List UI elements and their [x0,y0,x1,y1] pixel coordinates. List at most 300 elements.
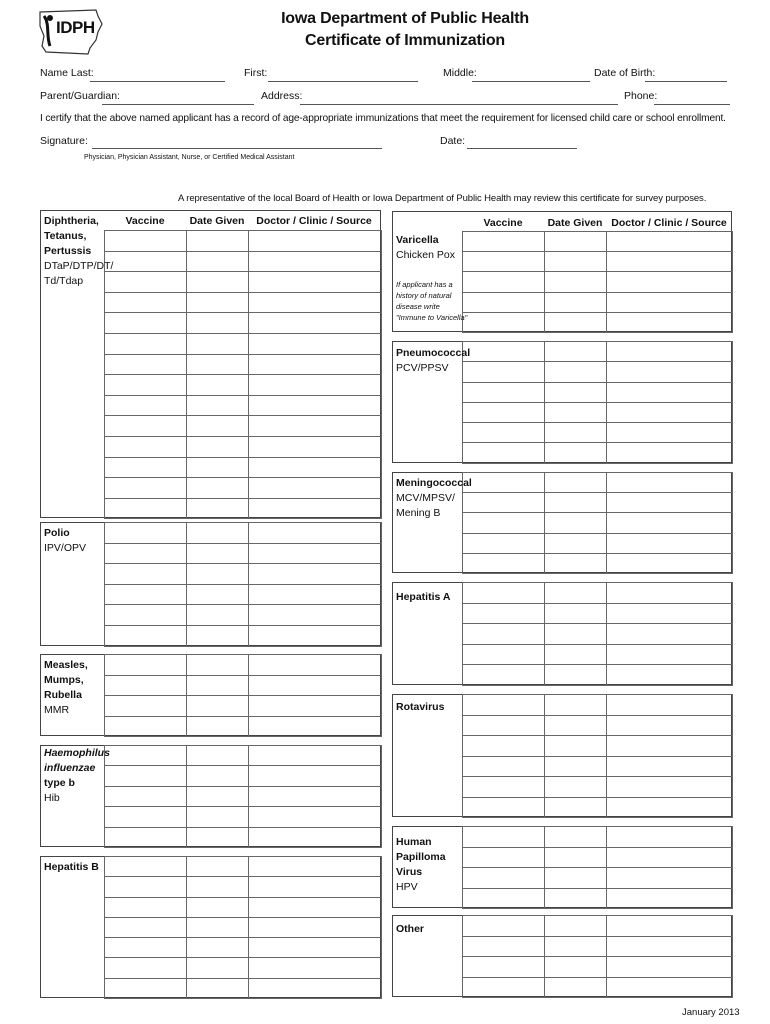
vaccine-cell[interactable] [463,715,545,736]
source-cell[interactable] [249,696,382,717]
vaccine-cell[interactable] [463,473,545,493]
source-cell[interactable] [607,868,733,889]
date-given-cell[interactable] [545,665,607,686]
date-given-cell[interactable] [187,313,249,334]
date-given-cell[interactable] [545,402,607,422]
date-given-cell[interactable] [545,624,607,645]
vaccine-cell[interactable] [105,605,187,626]
polio-grid [104,522,382,647]
date-given-cell[interactable] [545,644,607,665]
table-row [463,888,733,909]
date-given-cell[interactable] [545,583,607,604]
date-given-cell[interactable] [545,252,607,272]
vaccine-cell[interactable] [105,766,187,786]
source-cell[interactable] [607,553,733,573]
table-row [463,756,733,777]
date-given-cell[interactable] [187,786,249,806]
source-cell[interactable] [249,543,382,564]
vaccine-cell[interactable] [105,655,187,676]
vaccine-cell[interactable] [105,333,187,354]
table-row [105,877,382,897]
source-cell[interactable] [249,827,382,847]
vaccine-cell[interactable] [463,665,545,686]
source-cell[interactable] [249,584,382,605]
vaccine-cell[interactable] [105,746,187,766]
date-given-cell[interactable] [187,375,249,396]
date-given-cell[interactable] [545,756,607,777]
source-cell[interactable] [249,272,382,293]
vaccine-cell[interactable] [463,797,545,818]
date-given-cell[interactable] [545,603,607,624]
footer-date: January 2013 [682,1007,740,1018]
middle-name-field[interactable] [472,81,590,82]
date-given-cell[interactable] [187,251,249,272]
hepb-label: Hepatitis B [44,861,99,873]
source-cell[interactable] [607,232,733,252]
table-row [463,603,733,624]
date-given-cell[interactable] [187,827,249,847]
source-cell[interactable] [249,877,382,897]
source-cell[interactable] [607,797,733,818]
source-cell[interactable] [607,827,733,848]
date-given-cell[interactable] [545,936,607,957]
vaccine-cell[interactable] [463,827,545,848]
source-cell[interactable] [607,443,733,463]
table-row [463,624,733,645]
dob-field[interactable] [645,81,727,82]
date-given-cell[interactable] [187,584,249,605]
vaccine-cell[interactable] [105,877,187,897]
vaccine-cell[interactable] [105,807,187,827]
vaccine-cell[interactable] [105,543,187,564]
date-given-cell[interactable] [187,478,249,499]
date-given-cell[interactable] [187,766,249,786]
date-given-cell[interactable] [187,675,249,696]
page-subtitle: Certificate of Immunization [305,32,505,49]
source-cell[interactable] [249,655,382,676]
date-given-cell[interactable] [545,493,607,513]
col-header-vaccine-left: Vaccine [125,215,165,227]
date-given-cell[interactable] [545,312,607,332]
source-cell[interactable] [607,624,733,645]
date-given-cell[interactable] [545,423,607,443]
vaccine-cell[interactable] [463,847,545,868]
date-given-cell[interactable] [545,695,607,716]
source-cell[interactable] [607,493,733,513]
table-row [105,938,382,958]
source-cell[interactable] [249,978,382,998]
date-given-cell[interactable] [187,354,249,375]
vaccine-cell[interactable] [463,977,545,998]
pneumococcal-label: Pneumococcal PCV/PPSV [396,347,471,374]
rotavirus-label: Rotavirus [396,701,445,713]
vaccine-cell[interactable] [463,513,545,533]
vaccine-cell[interactable] [463,695,545,716]
date-given-cell[interactable] [187,917,249,937]
date-given-cell[interactable] [187,333,249,354]
other-grid [462,915,733,998]
table-row [105,333,382,354]
source-cell[interactable] [607,977,733,998]
date-given-cell[interactable] [545,916,607,937]
vaccine-cell[interactable] [463,583,545,604]
source-cell[interactable] [249,436,382,457]
table-row [463,644,733,665]
table-row [105,543,382,564]
source-cell[interactable] [249,354,382,375]
source-cell[interactable] [249,564,382,585]
source-cell[interactable] [249,746,382,766]
vaccine-cell[interactable] [105,272,187,293]
table-row [105,605,382,626]
table-row [105,675,382,696]
representative-note: A representative of the local Board of Health or Iowa Department of Public Health may review this certificate for survey purposes. [178,193,707,204]
vaccine-cell[interactable] [105,827,187,847]
vaccine-cell[interactable] [105,958,187,978]
date-given-cell[interactable] [187,857,249,877]
source-cell[interactable] [249,416,382,437]
source-cell[interactable] [607,665,733,686]
vaccine-cell[interactable] [463,443,545,463]
table-row [105,292,382,313]
signer-note: Physician, Physician Assistant, Nurse, or Certified Medical Assistant [84,154,295,161]
first-name-label: First: [244,67,268,79]
parent-label: Parent/Guardian: [40,90,120,102]
vaccine-cell[interactable] [463,272,545,292]
vaccine-cell[interactable] [105,498,187,519]
vaccine-cell[interactable] [105,354,187,375]
source-cell[interactable] [249,716,382,737]
table-row [463,583,733,604]
table-row [463,736,733,757]
source-cell[interactable] [607,936,733,957]
col-header-vaccine-right: Vaccine [483,217,523,229]
source-cell[interactable] [607,402,733,422]
source-cell[interactable] [249,251,382,272]
vaccine-cell[interactable] [463,644,545,665]
table-row [463,402,733,422]
vaccine-cell[interactable] [463,362,545,382]
vaccine-cell[interactable] [105,478,187,499]
vaccine-cell[interactable] [105,436,187,457]
source-cell[interactable] [607,362,733,382]
table-row [105,354,382,375]
source-cell[interactable] [607,252,733,272]
vaccine-cell[interactable] [105,313,187,334]
source-cell[interactable] [607,777,733,798]
date-given-cell[interactable] [187,564,249,585]
vaccine-cell[interactable] [105,251,187,272]
source-cell[interactable] [249,897,382,917]
mmr-grid [104,654,382,737]
date-given-cell[interactable] [187,696,249,717]
table-row [463,797,733,818]
table-row [463,868,733,889]
vaccine-cell[interactable] [463,553,545,573]
date-given-cell[interactable] [545,362,607,382]
table-row [463,715,733,736]
source-cell[interactable] [607,695,733,716]
source-cell[interactable] [249,231,382,252]
table-row [463,272,733,292]
vaccine-cell[interactable] [105,292,187,313]
date-given-cell[interactable] [187,498,249,519]
date-given-cell[interactable] [187,625,249,646]
date-given-cell[interactable] [545,232,607,252]
date-given-cell[interactable] [545,777,607,798]
vaccine-cell[interactable] [105,897,187,917]
vaccine-cell[interactable] [105,786,187,806]
middle-name-label: Middle: [443,67,477,79]
source-cell[interactable] [607,736,733,757]
source-cell[interactable] [607,533,733,553]
vaccine-cell[interactable] [463,252,545,272]
source-cell[interactable] [607,916,733,937]
vaccine-cell[interactable] [463,736,545,757]
address-field[interactable] [300,104,618,105]
vaccine-cell[interactable] [463,402,545,422]
vaccine-cell[interactable] [105,625,187,646]
vaccine-cell[interactable] [463,232,545,252]
dtp-label: Diphtheria, Tetanus, Pertussis DTaP/DTP/DT/ Td/Tdap [44,215,114,287]
date-given-cell[interactable] [545,342,607,362]
source-cell[interactable] [607,513,733,533]
date-given-cell[interactable] [545,513,607,533]
vaccine-cell[interactable] [463,533,545,553]
date-given-cell[interactable] [187,272,249,293]
date-given-cell[interactable] [187,395,249,416]
source-cell[interactable] [249,786,382,806]
vaccine-cell[interactable] [105,375,187,396]
vaccine-cell[interactable] [105,231,187,252]
date-given-cell[interactable] [187,523,249,544]
polio-label: Polio IPV/OPV [44,527,87,554]
date-given-cell[interactable] [187,978,249,998]
table-row [463,292,733,312]
source-cell[interactable] [249,958,382,978]
source-cell[interactable] [607,644,733,665]
source-cell[interactable] [607,583,733,604]
date-given-cell[interactable] [187,436,249,457]
vaccine-cell[interactable] [105,564,187,585]
source-cell[interactable] [249,313,382,334]
table-row [105,807,382,827]
source-cell[interactable] [249,457,382,478]
vaccine-cell[interactable] [463,423,545,443]
varicella-grid [462,231,733,333]
table-row [105,696,382,717]
date-given-cell[interactable] [187,543,249,564]
date-given-cell[interactable] [545,977,607,998]
source-cell[interactable] [607,473,733,493]
date-given-cell[interactable] [187,897,249,917]
vaccine-cell[interactable] [105,978,187,998]
table-row [463,513,733,533]
source-cell[interactable] [249,292,382,313]
date-given-cell[interactable] [187,231,249,252]
date-given-cell[interactable] [187,877,249,897]
vaccine-cell[interactable] [105,917,187,937]
source-cell[interactable] [607,272,733,292]
vaccine-cell[interactable] [463,603,545,624]
signature-field[interactable] [92,148,382,149]
vaccine-cell[interactable] [463,888,545,909]
source-cell[interactable] [607,715,733,736]
table-row [105,251,382,272]
table-row [105,564,382,585]
source-cell[interactable] [249,766,382,786]
address-label: Address: [261,90,303,102]
hpv-grid [462,826,733,909]
table-row [105,231,382,252]
source-cell[interactable] [249,395,382,416]
table-row [463,957,733,978]
vaccine-cell[interactable] [463,382,545,402]
source-cell[interactable] [607,756,733,777]
source-cell[interactable] [249,625,382,646]
table-row [463,382,733,402]
date-given-cell[interactable] [187,655,249,676]
hepa-grid [462,582,733,686]
source-cell[interactable] [249,917,382,937]
table-row [105,766,382,786]
date-given-cell[interactable] [545,736,607,757]
date-given-cell[interactable] [187,807,249,827]
table-row [105,655,382,676]
date-given-cell[interactable] [545,292,607,312]
table-row [463,493,733,513]
source-cell[interactable] [249,375,382,396]
varicella-label: Varicella Chicken Pox [396,234,455,261]
table-row [463,665,733,686]
source-cell[interactable] [607,603,733,624]
hepb-grid [104,856,382,999]
hepa-label: Hepatitis A [396,591,451,603]
vaccine-cell[interactable] [463,493,545,513]
date-given-cell[interactable] [187,716,249,737]
mmr-label: Measles, Mumps, Rubella MMR [44,659,88,716]
source-cell[interactable] [607,888,733,909]
date-given-cell[interactable] [545,473,607,493]
date-given-cell[interactable] [187,416,249,437]
table-row [105,523,382,544]
vaccine-cell[interactable] [105,696,187,717]
vaccine-cell[interactable] [105,416,187,437]
vaccine-cell[interactable] [463,342,545,362]
table-row [463,312,733,332]
vaccine-cell[interactable] [463,756,545,777]
date-given-cell[interactable] [545,553,607,573]
table-row [105,436,382,457]
name-last-field[interactable] [90,81,225,82]
source-cell[interactable] [249,857,382,877]
vaccine-cell[interactable] [463,312,545,332]
date-given-cell[interactable] [187,938,249,958]
date-given-cell[interactable] [187,605,249,626]
date-given-cell[interactable] [545,533,607,553]
source-cell[interactable] [249,523,382,544]
hpv-label: Human Papilloma Virus HPV [396,836,446,893]
table-row [463,777,733,798]
pneumococcal-grid [462,341,733,464]
source-cell[interactable] [607,292,733,312]
vaccine-cell[interactable] [463,936,545,957]
date-given-cell[interactable] [187,457,249,478]
date-given-cell[interactable] [187,746,249,766]
source-cell[interactable] [607,382,733,402]
date-given-cell[interactable] [545,443,607,463]
source-cell[interactable] [607,423,733,443]
source-cell[interactable] [249,605,382,626]
date-given-cell[interactable] [545,715,607,736]
name-last-label: Name Last: [40,67,94,79]
table-row [105,958,382,978]
vaccine-cell[interactable] [463,868,545,889]
source-cell[interactable] [249,478,382,499]
logo-text: IDPH [56,18,95,37]
vaccine-cell[interactable] [105,938,187,958]
date-given-cell[interactable] [545,272,607,292]
vaccine-cell[interactable] [463,916,545,937]
date-given-cell[interactable] [187,292,249,313]
vaccine-cell[interactable] [463,292,545,312]
date-given-cell[interactable] [545,382,607,402]
vaccine-cell[interactable] [105,716,187,737]
varicella-note: If applicant has a history of natural disease write "Immune to Varicella" [396,280,468,322]
table-row [105,716,382,737]
table-row [105,478,382,499]
date-given-cell[interactable] [187,958,249,978]
source-cell[interactable] [607,312,733,332]
date-given-cell[interactable] [545,888,607,909]
source-cell[interactable] [607,342,733,362]
date-given-cell[interactable] [545,827,607,848]
vaccine-cell[interactable] [105,523,187,544]
first-name-field[interactable] [268,81,418,82]
table-row [463,473,733,493]
phone-field[interactable] [654,104,730,105]
meningococcal-grid [462,472,733,574]
vaccine-cell[interactable] [105,457,187,478]
vaccine-cell[interactable] [105,857,187,877]
source-cell[interactable] [607,957,733,978]
source-cell[interactable] [249,938,382,958]
vaccine-cell[interactable] [105,395,187,416]
date-given-cell[interactable] [545,797,607,818]
vaccine-cell[interactable] [105,584,187,605]
date-given-cell[interactable] [545,847,607,868]
vaccine-cell[interactable] [463,777,545,798]
vaccine-cell[interactable] [105,675,187,696]
phone-label: Phone: [624,90,658,102]
source-cell[interactable] [249,498,382,519]
vaccine-cell[interactable] [463,624,545,645]
source-cell[interactable] [607,847,733,868]
source-cell[interactable] [249,333,382,354]
table-row [105,897,382,917]
col-header-date-left: Date Given [189,215,245,227]
parent-field[interactable] [102,104,254,105]
source-cell[interactable] [249,675,382,696]
date-given-cell[interactable] [545,957,607,978]
source-cell[interactable] [249,807,382,827]
other-label: Other [396,923,425,935]
date-field[interactable] [467,148,577,149]
date-given-cell[interactable] [545,868,607,889]
table-row [463,443,733,463]
vaccine-cell[interactable] [463,957,545,978]
table-row [463,252,733,272]
